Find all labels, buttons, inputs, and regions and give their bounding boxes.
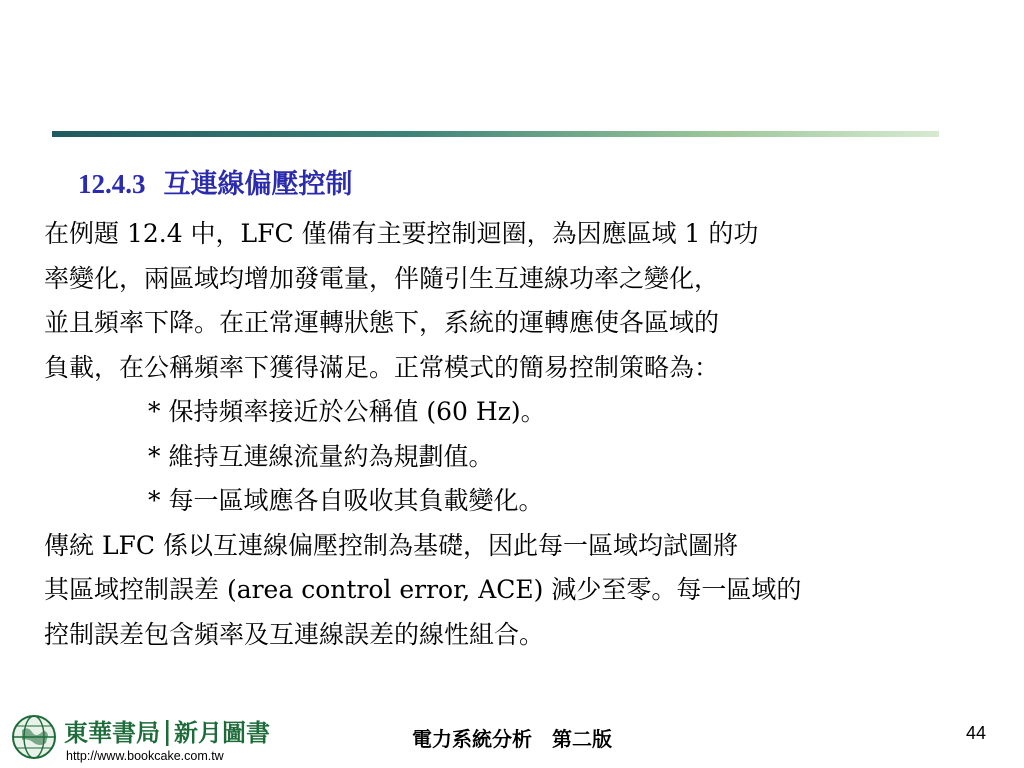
book-title: 電力系統分析 第二版 xyxy=(412,727,612,751)
publisher-url: http://www.bookcake.com.tw xyxy=(66,749,224,763)
bullet-item: * 每一區域應各自吸收其負載變化。 xyxy=(148,486,544,515)
paragraph-1-line: 在例題 12.4 中，LFC 僅備有主要控制迴圈，為因應區域 1 的功 xyxy=(44,219,759,248)
publisher-name-left: 東華書局 xyxy=(64,718,160,747)
paragraph-2-line: 傳統 LFC 係以互連線偏壓控制為基礎，因此每一區域均試圖將 xyxy=(44,530,738,560)
header-divider xyxy=(52,131,939,137)
section-title: 互連線偏壓控制 xyxy=(163,169,353,200)
bullet-item: * 維持互連線流量約為規劃值。 xyxy=(148,441,494,471)
globe-icon xyxy=(13,716,55,758)
paragraph-2-line: 其區域控制誤差 (area control error, ACE) 減少至零。每一區域的 xyxy=(44,575,802,604)
bullet-item: * 保持頻率接近於公稱值 (60 Hz)。 xyxy=(148,397,546,426)
paragraph-1-line: 率變化，兩區域均增加發電量，伴隨引生互連線功率之變化， xyxy=(44,263,720,293)
paragraph-2-line: 控制誤差包含頻率及互連線誤差的線性組合。 xyxy=(44,619,545,649)
section-heading xyxy=(78,162,353,201)
publisher-logo xyxy=(4,712,284,764)
slide-body xyxy=(44,212,984,657)
bullet-list xyxy=(44,390,984,524)
page-number: 44 xyxy=(966,723,987,743)
paragraph-1-line: 並且頻率下降。在正常運轉狀態下，系統的運轉應使各區域的 xyxy=(44,308,720,337)
paragraph-2 xyxy=(44,524,984,658)
section-number: 12.4.3 xyxy=(78,169,146,199)
publisher-name-right: 新月圖書 xyxy=(174,718,270,747)
paragraph-1-line: 負載，在公稱頻率下獲得滿足。正常模式的簡易控制策略為： xyxy=(44,352,720,382)
paragraph-1 xyxy=(44,212,984,390)
